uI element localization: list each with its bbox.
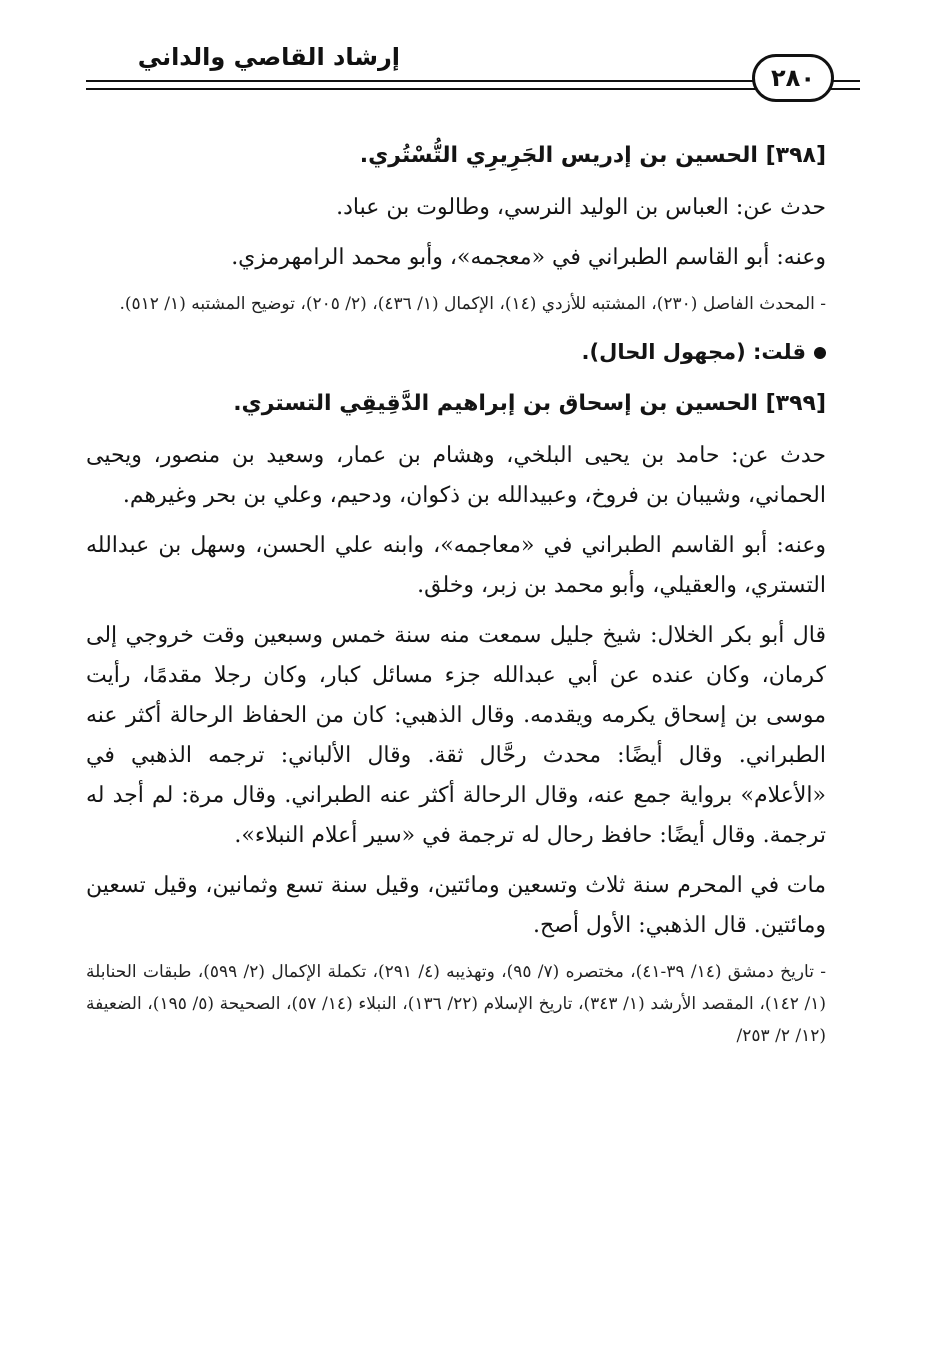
entry-399-references: - تاريخ دمشق (١٤/ ٣٩-٤١)، مختصره (٧/ ٩٥)، وتهذيبه (٤/ ٢٩١)، تكملة الإكمال (٢/ ٥٩٩)، طبقات الحنابلة (١/ ١٤٢)، المقصد الأرشد (١/ ٣٤٣)، تاريخ الإسلام (٢٢/ ١٣٦)، النبلاء (١٤/ ٥٧)، الصحيحة (٥/ ١٩٥)، الضعيفة (١٢/ ٢/ ٢٥٣/ <box>86 962 827 1046</box>
running-title: إرشاد القاصي والداني <box>137 43 400 71</box>
entry-399-narrators: وعنه: أبو القاسم الطبراني في «معاجمه»، وابنه علي الحسن، وسهل بن عبدالله التستري، والعقيلي، وأبو محمد بن زبر، وخلق. <box>86 533 826 598</box>
entry-398-narrators: وعنه: أبو القاسم الطبراني في «معجمه»، وأبو محمد الرامهرمزي. <box>231 245 826 270</box>
bullet-icon <box>814 347 826 359</box>
entry-398-references: - المحدث الفاصل (٢٣٠)، المشتبه للأزدي (١٤)، الإكمال (١/ ٤٣٦)، (٢/ ٢٠٥)، توضيح المشتبه (١/ ٥١٢). <box>119 294 826 314</box>
page-number: ٢٨٠ <box>752 54 834 102</box>
entry-heading-398: [٣٩٨] الحسين بن إدريس الجَرِيرِي التُّسْتُري. <box>359 143 826 168</box>
entry-399-biography: قال أبو بكر الخلال: شيخ جليل سمعت منه سنة خمس وسبعين وقت خروجي إلى كرمان، وكان عنده عن أبي عبدالله جزء مسائل كبار، وكان رجلا مقدمًا، رأيت موسى بن إسحاق يكرمه ويقدمه. وقال الذهبي: كان من الحفاظ الرحالة أكثر عنه الطبراني. وقال أيضًا: محدث رحَّال ثقة. وقال الألباني: ترجمه الذهبي في «الأعلام» برواية جمع عنه، وقال الرحالة أكثر عنه الطبراني. وقال مرة: لم أجد له ترجمة. وقال أيضًا: حافظ رحال له ترجمة في «سير أعلام النبلاء». <box>86 623 826 848</box>
entry-398-note <box>86 332 826 372</box>
entry-heading-399: [٣٩٩] الحسين بن إسحاق بن إبراهيم الدَّقِيقِي التستري. <box>233 391 826 416</box>
header-rule-top <box>86 80 860 82</box>
header-rule-bottom <box>86 88 860 90</box>
page-content <box>86 130 826 1064</box>
entry-398-narrated-from: حدث عن: العباس بن الوليد النرسي، وطالوت بن عباد. <box>336 195 826 220</box>
entry-399-narrated-from: حدث عن: حامد بن يحيى البلخي، وهشام بن عمار، وسعيد بن منصور، ويحيى الحماني، وشيبان بن فروخ، وعبيدالله بن ذكوان، ودحيم، وعلي بن بحر وغيرهم. <box>86 443 826 508</box>
entry-399-death: مات في المحرم سنة ثلاث وتسعين ومائتين، وقيل سنة تسع وثمانين، وقيل تسعين ومائتين. قال الذهبي: الأول أصح. <box>86 873 826 938</box>
entry-398-note-text: قلت: (مجهول الحال). <box>581 340 806 364</box>
